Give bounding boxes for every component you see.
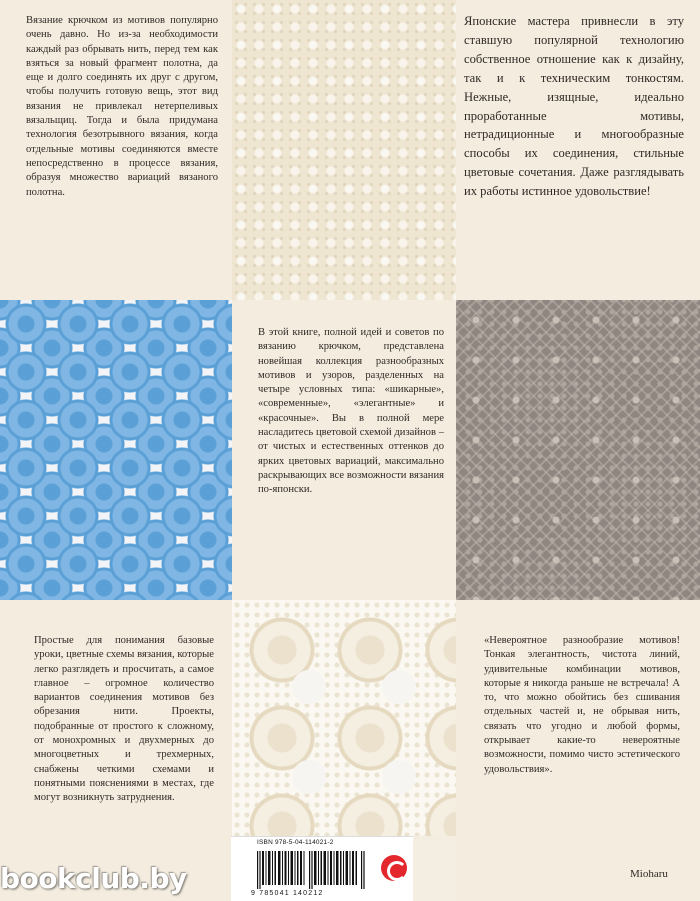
lace-photo-grey <box>456 300 700 600</box>
japanese-masters-paragraph: Японские мастера привнесли в эту ставшую популярной технологию собственное отношение как к дизайну, так и к техническим тонкостям. Нежные, изящные, идеально проработанные мотивы, нетрадиционные и многообразные способы их соединения, стильные цветовые сочетания. Даже разглядывать их работы истинное удовольствие! <box>464 14 684 199</box>
bookclub-watermark: bookclub.by <box>0 862 187 895</box>
lace-photo-blue <box>0 300 232 600</box>
barcode-icon <box>257 851 365 889</box>
eksmo-logo-icon <box>381 855 407 881</box>
isbn-text: ISBN 978-5-04-114021-2 <box>257 839 334 846</box>
text-panel-top-left <box>0 0 232 300</box>
barcode-block <box>231 836 413 901</box>
lessons-paragraph: Простые для понимания базовые уроки, цветные схемы вязания, которые легко разглядеть и просчитать, а самое главное – огромное количество вариантов соединения мотивов без обрезания нити. Проекты, подобранные от простого к сложному, от монохромных и двухмерных до многоцветных и трехмерных, снабжены четкими схемами и понятными пояснениями в местах, где могут возникнуть затруднения. <box>34 635 214 804</box>
review-signature: Mioharu <box>630 868 668 880</box>
text-panel-top-right <box>456 0 700 300</box>
lace-photo-white <box>232 600 456 836</box>
barcode-digits: 9 785041 140212 <box>251 890 324 897</box>
lace-photo-cream <box>232 0 456 300</box>
text-panel-bottom-right <box>456 600 700 901</box>
text-panel-middle <box>232 300 456 600</box>
review-quote: «Невероятное разнообразие мотивов! Тонкая элегантность, чистота линий, удивительные комбинации мотивов, которые я никогда раньше не встречала! А то, что можно обойтись без сшивания отдельных частей и, не обрывая нить, связать что угодно и любой формы, открывает какие-то невероятные возможности, помимо чисто эстетического удовольствия». <box>484 635 680 775</box>
text-panel-bottom-left <box>0 600 232 901</box>
book-description-paragraph: В этой книге, полной идей и советов по вязанию крючком, представлена новейшая коллекция разнообразных мотивов и узоров, разделенных на четыре условных типа: «шикарные», «современные», «элегантные» и «красочные». Вы в полной мере насладитесь цветовой схемой дизайнов – от чистых и естественных оттенков до ярких цветовых вариаций, максимально раскрывающих все возможности вязания по-японски. <box>258 327 444 496</box>
intro-paragraph: Вязание крючком из мотивов популярно очень давно. Но из-за необходимости каждый раз обрывать нить, перед тем как взяться за новый фрагмент полотна, да еще и долго соединять их друг с другом, чтобы получить готовую вещь, этот вид вязания не привлекал нетерпеливых вязальщиц. Тогда и была придумана технология безотрывного вязания, когда отдельные мотивы соединяются вместе непосредственно в процессе вязания, образуя множество вариаций вязаного полотна. <box>26 15 218 198</box>
